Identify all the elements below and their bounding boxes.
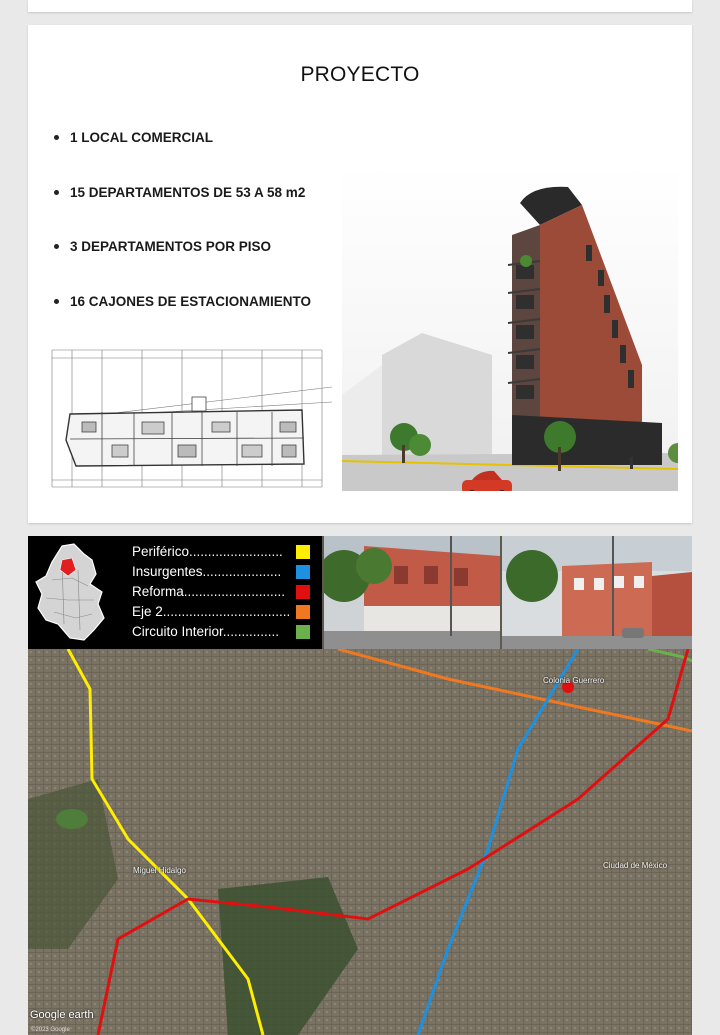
road-legend bbox=[28, 536, 322, 649]
legend-label: Reforma........................... bbox=[132, 584, 286, 599]
bullet-dot bbox=[54, 244, 59, 249]
color-swatch bbox=[296, 585, 310, 599]
bullet-dot bbox=[54, 299, 59, 304]
legend-item-eje-2 bbox=[132, 604, 310, 624]
building-render bbox=[342, 165, 678, 491]
bullet-item bbox=[54, 130, 311, 185]
map-label: Colonia Guerrero bbox=[543, 676, 605, 685]
legend-list bbox=[132, 544, 310, 644]
legend-label: Periférico......................... bbox=[132, 544, 283, 559]
slide-title: PROYECTO bbox=[300, 63, 420, 86]
cdmx-outline-map bbox=[32, 540, 110, 644]
legend-label: Eje 2.................................. bbox=[132, 604, 291, 619]
aerial-map bbox=[28, 649, 692, 1035]
street-photo-2 bbox=[502, 536, 692, 649]
legend-item-insurgentes bbox=[132, 564, 310, 584]
color-swatch bbox=[296, 545, 310, 559]
map-label: Ciudad de México bbox=[603, 861, 668, 870]
bullet-dot bbox=[54, 135, 59, 140]
street-photo-1 bbox=[324, 536, 500, 649]
color-swatch bbox=[296, 605, 310, 619]
proyecto-slide bbox=[28, 25, 692, 523]
bullet-item bbox=[54, 185, 311, 240]
map-copyright: ©2023 Google bbox=[31, 1027, 70, 1033]
floor-plan-drawing bbox=[42, 342, 332, 492]
map-label: Miguel Hidalgo bbox=[133, 866, 186, 875]
bullet-text: 16 CAJONES DE ESTACIONAMIENTO bbox=[70, 293, 312, 309]
legend-label: Insurgentes..................... bbox=[132, 564, 282, 579]
bullet-dot bbox=[54, 190, 59, 195]
bullet-list bbox=[54, 130, 311, 348]
color-swatch bbox=[296, 565, 310, 579]
legend-item-periferico bbox=[132, 544, 310, 564]
bullet-item bbox=[54, 239, 311, 294]
bullet-text: 15 DEPARTAMENTOS DE 53 A 58 m2 bbox=[70, 184, 306, 200]
previous-slide-edge bbox=[28, 0, 692, 12]
color-swatch bbox=[296, 625, 310, 639]
bullet-text: 3 DEPARTAMENTOS POR PISO bbox=[70, 239, 272, 254]
bullet-item bbox=[54, 294, 311, 349]
location-map-panel bbox=[28, 536, 692, 1035]
google-earth-watermark: Google earth bbox=[30, 1009, 94, 1021]
legend-label: Circuito Interior............... bbox=[132, 624, 280, 639]
legend-item-reforma bbox=[132, 584, 310, 604]
bullet-text: 1 LOCAL COMERCIAL bbox=[70, 130, 214, 145]
legend-item-circuito-interior bbox=[132, 624, 310, 644]
